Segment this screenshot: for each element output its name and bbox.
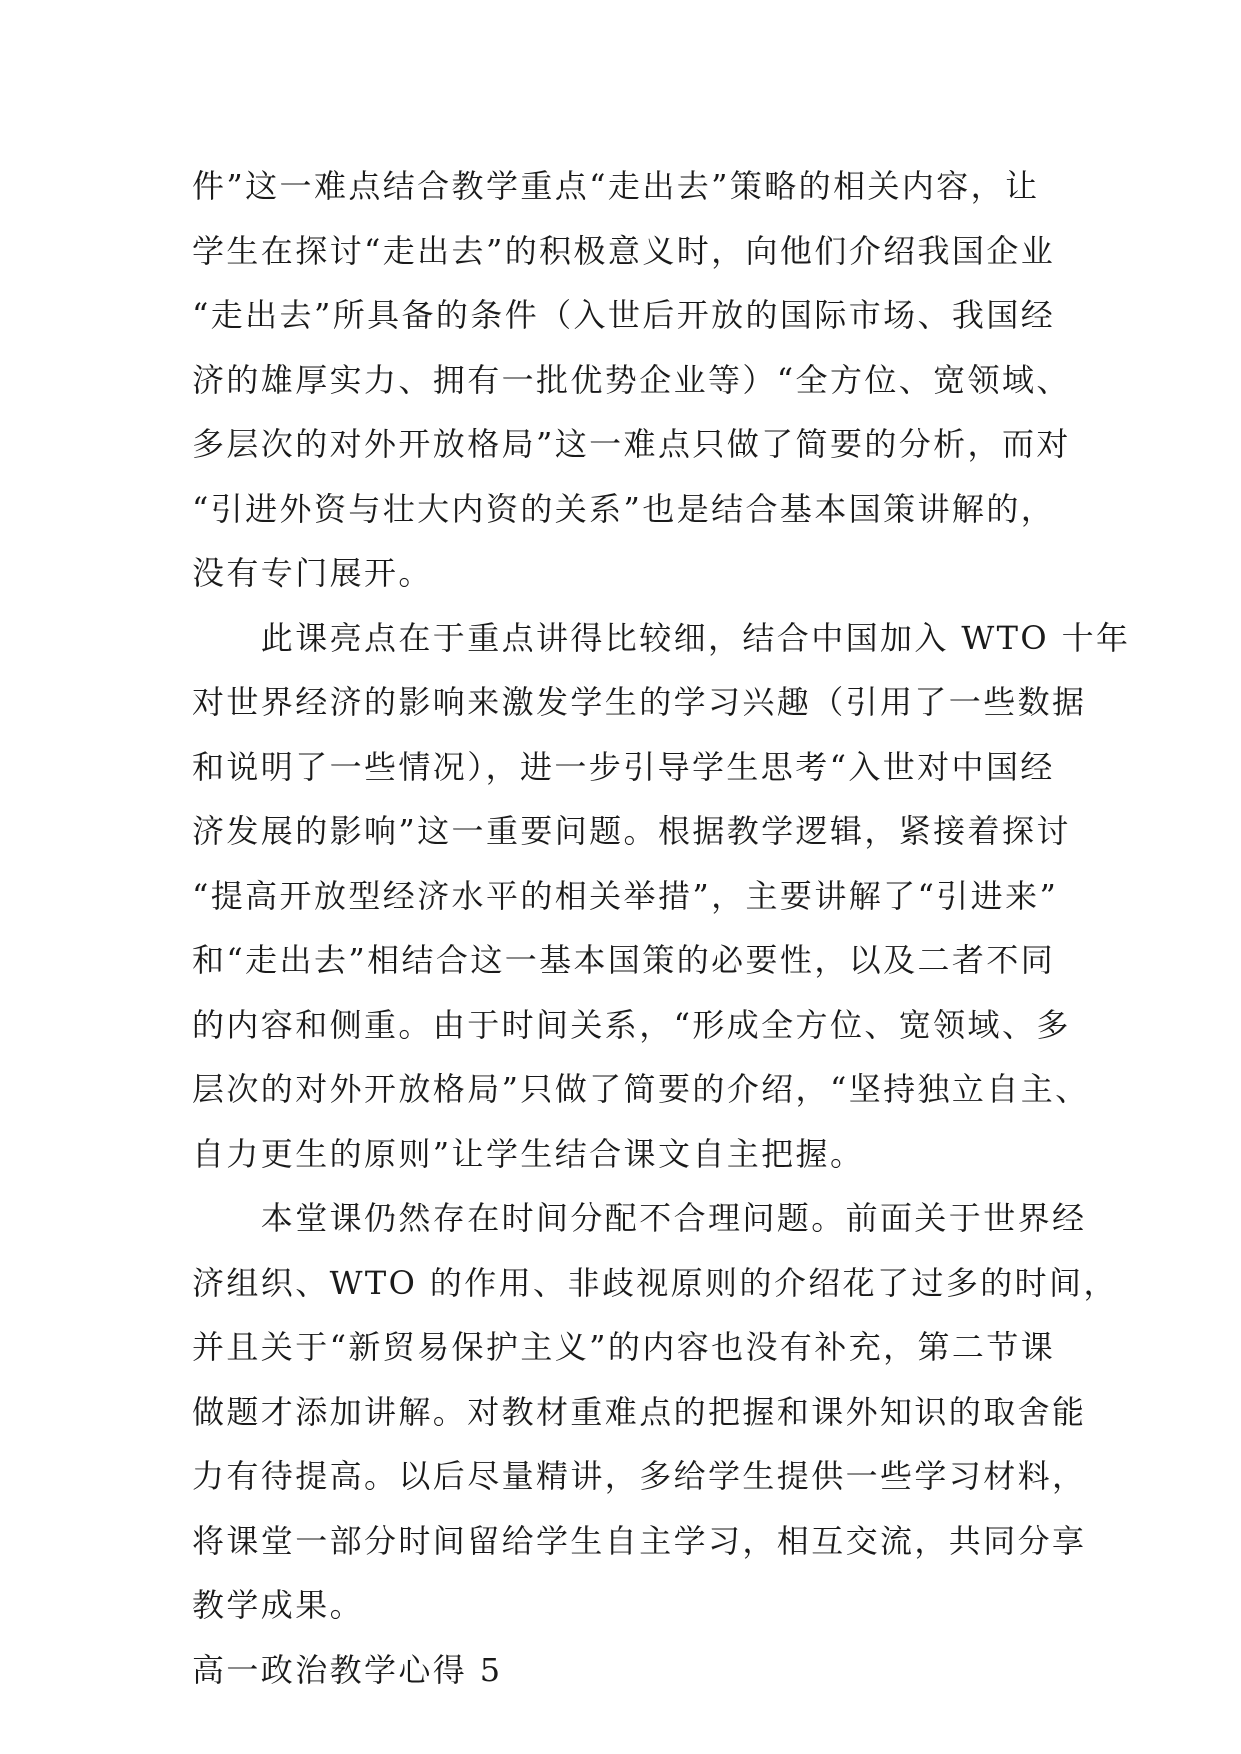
text-line: “走出去”所具备的条件（入世后开放的国际市场、我国经 [192,296,1056,334]
text-line: 教学成果。 [192,1586,365,1624]
text-line: 学生在探讨“走出去”的积极意义时，向他们介绍我国企业 [192,231,1056,270]
text-line: 并且关于“新贸易保护主义”的内容也没有补充，第二节课 [192,1328,1056,1366]
paragraph-1 [192,154,1071,606]
text-line: 济发展的影响”这一重要问题。根据教学逻辑，紧接着探讨 [192,812,1071,850]
text-line: “提高开放型经济水平的相关举措”，主要讲解了“引进来” [192,876,1059,915]
text-line: 此课亮点在于重点讲得比较细，结合中国加入 WTO 十年 [192,618,1131,657]
text-line: 本堂课仍然存在时间分配不合理问题。前面关于世界经 [192,1199,1087,1237]
document-body [192,154,1131,1702]
text-line: 多层次的对外开放格局”这一难点只做了简要的分析，而对 [192,425,1071,463]
text-line: 没有专门展开。 [192,554,433,592]
text-line: 济组织、WTO 的作用、非歧视原则的介绍花了过多的时间， [192,1263,1118,1302]
paragraph-2 [192,606,1131,1187]
text-line: 做题才添加讲解。对教材重难点的把握和课外知识的取舍能 [192,1392,1087,1431]
text-line: 和“走出去”相结合这一基本国策的必要性，以及二者不同 [192,941,1056,979]
text-line: 济的雄厚实力、拥有一批优势企业等）“全方位、宽领域、 [192,360,1071,399]
text-line: 对世界经济的影响来激发学生的学习兴趣（引用了一些数据 [192,683,1087,721]
text-line: “引进外资与壮大内资的关系”也是结合基本国策讲解的， [192,489,1056,528]
section-heading: 高一政治教学心得 5 [192,1650,503,1689]
text-line: 层次的对外开放格局”只做了简要的介绍，“坚持独立自主、 [192,1070,1090,1108]
text-line: 自力更生的原则”让学生结合课文自主把握。 [192,1134,865,1173]
text-line: 力有待提高。以后尽量精讲，多给学生提供一些学习材料， [192,1457,1087,1495]
text-line: 的内容和侧重。由于时间关系，“形成全方位、宽领域、多 [192,1005,1071,1044]
text-line: 将课堂一部分时间留给学生自主学习，相互交流，共同分享 [192,1521,1087,1560]
text-line: 和说明了一些情况），进一步引导学生思考“入世对中国经 [192,747,1055,786]
paragraph-3 [192,1186,1118,1638]
text-line: 件”这一难点结合教学重点“走出去”策略的相关内容，让 [192,167,1040,205]
